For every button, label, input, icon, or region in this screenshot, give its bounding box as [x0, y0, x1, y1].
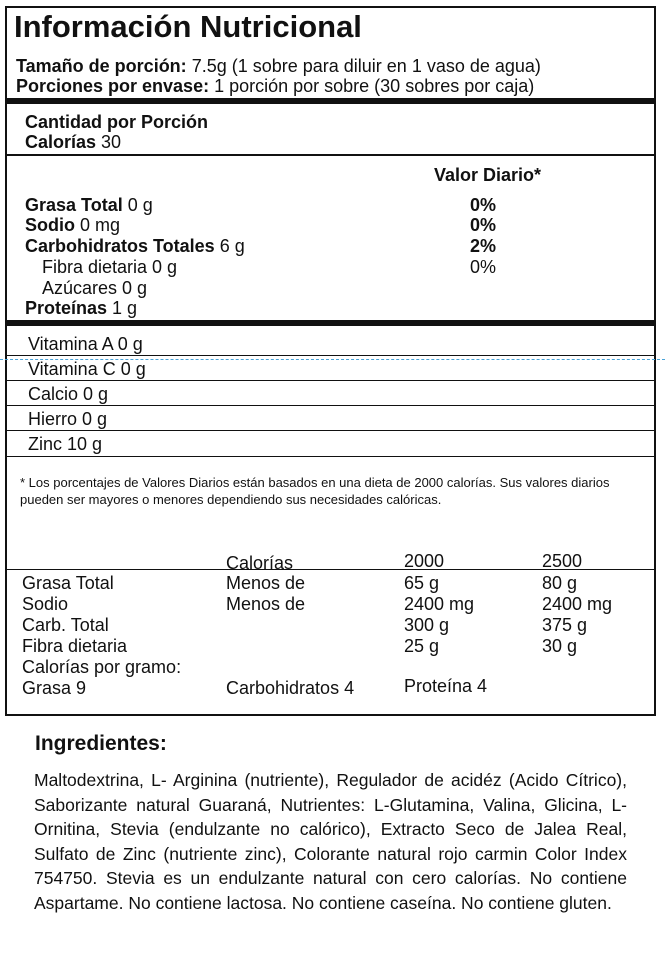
vitamin-row: Hierro 0 g [28, 409, 108, 429]
ref-cell: Grasa Total [22, 573, 114, 593]
ref-cell: Menos de [226, 573, 306, 593]
ref-cell: Grasa 9 [22, 678, 87, 698]
nutrient-row-protein [25, 298, 137, 318]
amount-per-serving-label: Cantidad por Porción [25, 112, 209, 132]
serving-size-label: Tamaño de porción: [16, 56, 187, 76]
row-divider [5, 380, 656, 381]
ref-cell: Calorías por gramo: [22, 657, 182, 677]
ingredients-text: Maltodextrina, L- Arginina (nutriente), Regulador de acidéz (Acido Cítrico), Saborizante natural Guaraná, Nutrientes: L-Glutamina, Valina, Glicina, L-Ornitina, Stevia (endulzante no calórico), Extracto Seco de Jalea Real, Sulfato de Zinc (nutriente zinc), Colorante natural rojo carmin Color Index 754750. Stevia es un endulzante natural con cero calorías. No contiene Aspartame. No contiene lactosa. No contiene caseína. No contiene gluten. [34, 770, 627, 913]
guide-line [0, 359, 665, 360]
ref-cell: Fibra dietaria [22, 636, 128, 656]
ref-cell: Proteína 4 [404, 676, 488, 696]
nutrient-name: Grasa Total [25, 195, 123, 215]
serving-size-line [16, 56, 541, 76]
row-divider [5, 405, 656, 406]
ref-cell: 375 g [542, 615, 588, 635]
nutrient-name: Carbohidratos Totales [25, 236, 215, 256]
divider [5, 154, 656, 156]
nutrient-dv: 0% [470, 195, 497, 215]
nutrient-dv: 0% [470, 215, 497, 235]
nutrient-amount: 0 mg [75, 215, 121, 235]
ref-cell: Carb. Total [22, 615, 109, 635]
ref-cell: 2400 mg [542, 594, 613, 614]
ref-cell: Carbohidratos 4 [226, 678, 355, 698]
ingredients-title: Ingredientes: [35, 732, 167, 755]
ref-cell: 30 g [542, 636, 578, 656]
nutrient-row-sugars: Azúcares 0 g [42, 278, 148, 298]
ref-cell: 300 g [404, 615, 450, 635]
calories-label: Calorías [25, 132, 97, 152]
calories-line [25, 132, 121, 152]
servings-per-container-label: Porciones por envase: [16, 76, 210, 96]
nutrient-row-carbs [25, 236, 245, 256]
row-divider [5, 456, 656, 457]
ref-header-calories: Calorías [226, 553, 294, 573]
vitamin-row: Vitamina C 0 g [28, 359, 146, 379]
row-divider [5, 355, 656, 356]
nutrient-amount: 1 g [107, 298, 138, 318]
ref-cell: 2400 mg [404, 594, 475, 614]
ref-header-2000: 2000 [404, 551, 445, 571]
panel-title: Información Nutricional [14, 9, 362, 44]
ref-header-2500: 2500 [542, 551, 583, 571]
nutrient-row-fat [25, 195, 153, 215]
nutrient-name: Proteínas [25, 298, 108, 318]
thick-divider [5, 98, 656, 104]
calories-value: 30 [96, 132, 122, 152]
nutrient-name: Sodio [25, 215, 75, 235]
thick-divider [5, 320, 656, 326]
vitamin-row: Zinc 10 g [28, 434, 103, 454]
vitamin-row: Calcio 0 g [28, 384, 109, 404]
servings-per-container-line [16, 76, 534, 96]
nutrient-dv: 2% [470, 236, 497, 256]
nutrient-row-fiber: Fibra dietaria 0 g [42, 257, 178, 277]
row-divider [5, 430, 656, 431]
daily-value-header: Valor Diario* [434, 165, 542, 185]
nutrient-amount: 6 g [214, 236, 245, 256]
ref-cell: 65 g [404, 573, 440, 593]
nutrient-amount: 0 g [122, 195, 153, 215]
servings-per-container-value: 1 porción por sobre (30 sobres por caja) [209, 76, 535, 96]
nutrient-dv: 0% [470, 257, 497, 277]
ref-cell: 80 g [542, 573, 578, 593]
ref-cell: Menos de [226, 594, 306, 614]
vitamin-row: Vitamina A 0 g [28, 334, 143, 354]
nutrient-row-sodium [25, 215, 120, 235]
ref-cell: 25 g [404, 636, 440, 656]
ref-cell: Sodio [22, 594, 69, 614]
serving-size-value: 7.5g (1 sobre para diluir en 1 vaso de agua) [186, 56, 541, 76]
footnote: * Los porcentajes de Valores Diarios están basados en una dieta de 2000 calorías. Sus valores diarios pueden ser mayores o menores dependiendo sus necesidades calóricas. [20, 475, 610, 507]
